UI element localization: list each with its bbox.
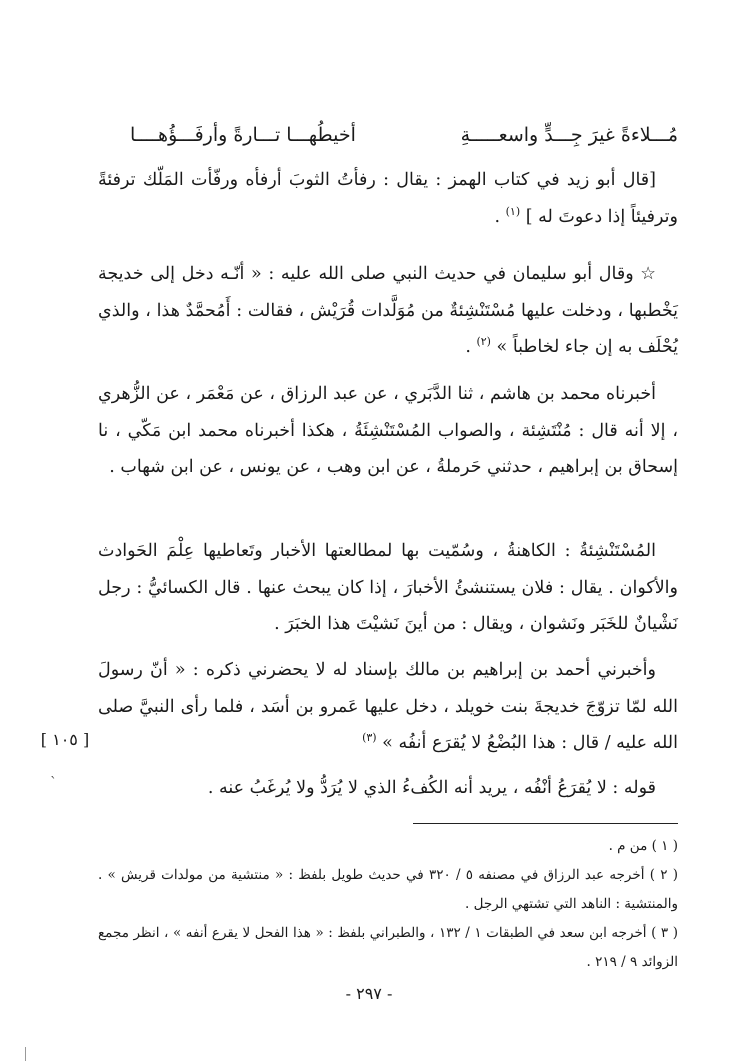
paragraph-tail: . — [465, 337, 477, 357]
paragraph-isnad — [98, 376, 678, 486]
paragraph-tail: . — [494, 206, 506, 227]
manuscript-folio-ref: [ ١٠٥ ] — [40, 730, 90, 749]
corner-mark — [25, 1047, 26, 1061]
footnote-ref: (١) — [505, 204, 521, 218]
footnote-3: ( ٣ ) أخرجه ابن سعد في الطبقات ١ / ١٣٢ ، والطبراني بلفظ : « هذا الفحل لا يقرع أنفه » ، انظر مجمع الزوائد ٩ / ٢١٩ . — [98, 925, 678, 970]
paragraph-explanation — [98, 770, 678, 807]
paragraph-text: وأخبرني أحمد بن إبراهيم بن مالك بإسناد له لا يحضرني ذكره : « أنّ رسولَ الله لمّا تزوّجَ خديجةَ بنت خويلد ، دخل عليها عَمرو بن أسَد ، فلما رأى النبيَّ صلى الله عليه / قال : هذا البُضْعُ لا يُقرَع أنفُه » — [98, 660, 678, 753]
paragraph-text: [قال أبو زيد في كتاب الهمز : يقال : رفأتُ الثوبَ أرفأه ورفّأت المَلّك ترفئةً وترفيئاً إذا دعوتَ له ] — [98, 170, 678, 227]
footnote-2: ( ٢ ) أخرجه عبد الرزاق في مصنفه ٥ / ٣٢٠ في حديث طويل بلفظ : « منتشية من مولدات قريش » . والمنتشية : الناهد التي تشتهي الرجل . — [98, 867, 678, 912]
footnote-1: ( ١ ) من م . — [608, 838, 678, 854]
paragraph-definition — [98, 533, 678, 643]
paragraph-text: قوله : لا يُقرَعُ أنْفُه ، يريد أنه الكُفءُ الذي لا يُرَدُّ ولا يُرغَبُ عنه . — [207, 778, 656, 798]
paragraph-hadith — [98, 256, 678, 366]
footnotes — [98, 832, 678, 977]
poetry-verse — [130, 118, 678, 152]
footnote-divider — [413, 823, 678, 824]
page-number: - ٢٩٧ - — [345, 984, 393, 1003]
paragraph-text: أخبرناه محمد بن هاشم ، ثنا الدَّبَري ، عن عبد الرزاق ، عن مَعْمَر ، عن الزُّهري ، إلا أنه قال : مُنْتَشِئة ، والصواب المُسْتَنْشِئَةُ ، هكذا أخبرناه محمد ابن مَكّي ، نا إسحاق بن إبراهيم ، حدثني حَرملةُ ، عن ابن وهب ، عن يونس ، عن ابن شهاب . — [98, 384, 678, 477]
footnote-ref: (٢) — [476, 335, 491, 349]
margin-tick: ` — [50, 775, 57, 791]
verse-hemistich-first: مُـــلاءةً غيرَ جِـــدٍّ واسعـــــةِ — [460, 124, 678, 146]
paragraph-text: المُسْتَنْشِئةُ : الكاهنةُ ، وسُمّيت بها لمطالعتها الأخبار وتَعاطيها عِلْمَ الحَوادث والأكوان . يقال : فلان يستنشئُ الأخبارَ ، إذا كان يبحث عنها . قال الكسائيُّ : رجل نَشْيانٌ للخَبَر ونَشوان ، ويقال : من أينَ نَشيْتَ هذا الخبَرَ . — [98, 541, 678, 634]
paragraph-text: ☆ وقال أبو سليمان في حديث النبي صلى الله عليه : « أنّـه دخل إلى خديجة يَخْطبها ، ودخلت عليها مُسْتَنْشِئةٌ من مُوَلَّدات قُرَيْش ، فقالت : أَمُحمَّدٌ هذا ، والذي يُحْلَف به إن جاء لخاطباً » — [98, 264, 678, 357]
paragraph-abu-zayd — [98, 162, 678, 235]
footnote-ref: (٣) — [362, 731, 377, 745]
paragraph-second-hadith — [98, 652, 678, 762]
verse-hemistich-second: أخيطُهـــا تـــارةً وأرفَـــؤُهــــا — [130, 124, 356, 146]
